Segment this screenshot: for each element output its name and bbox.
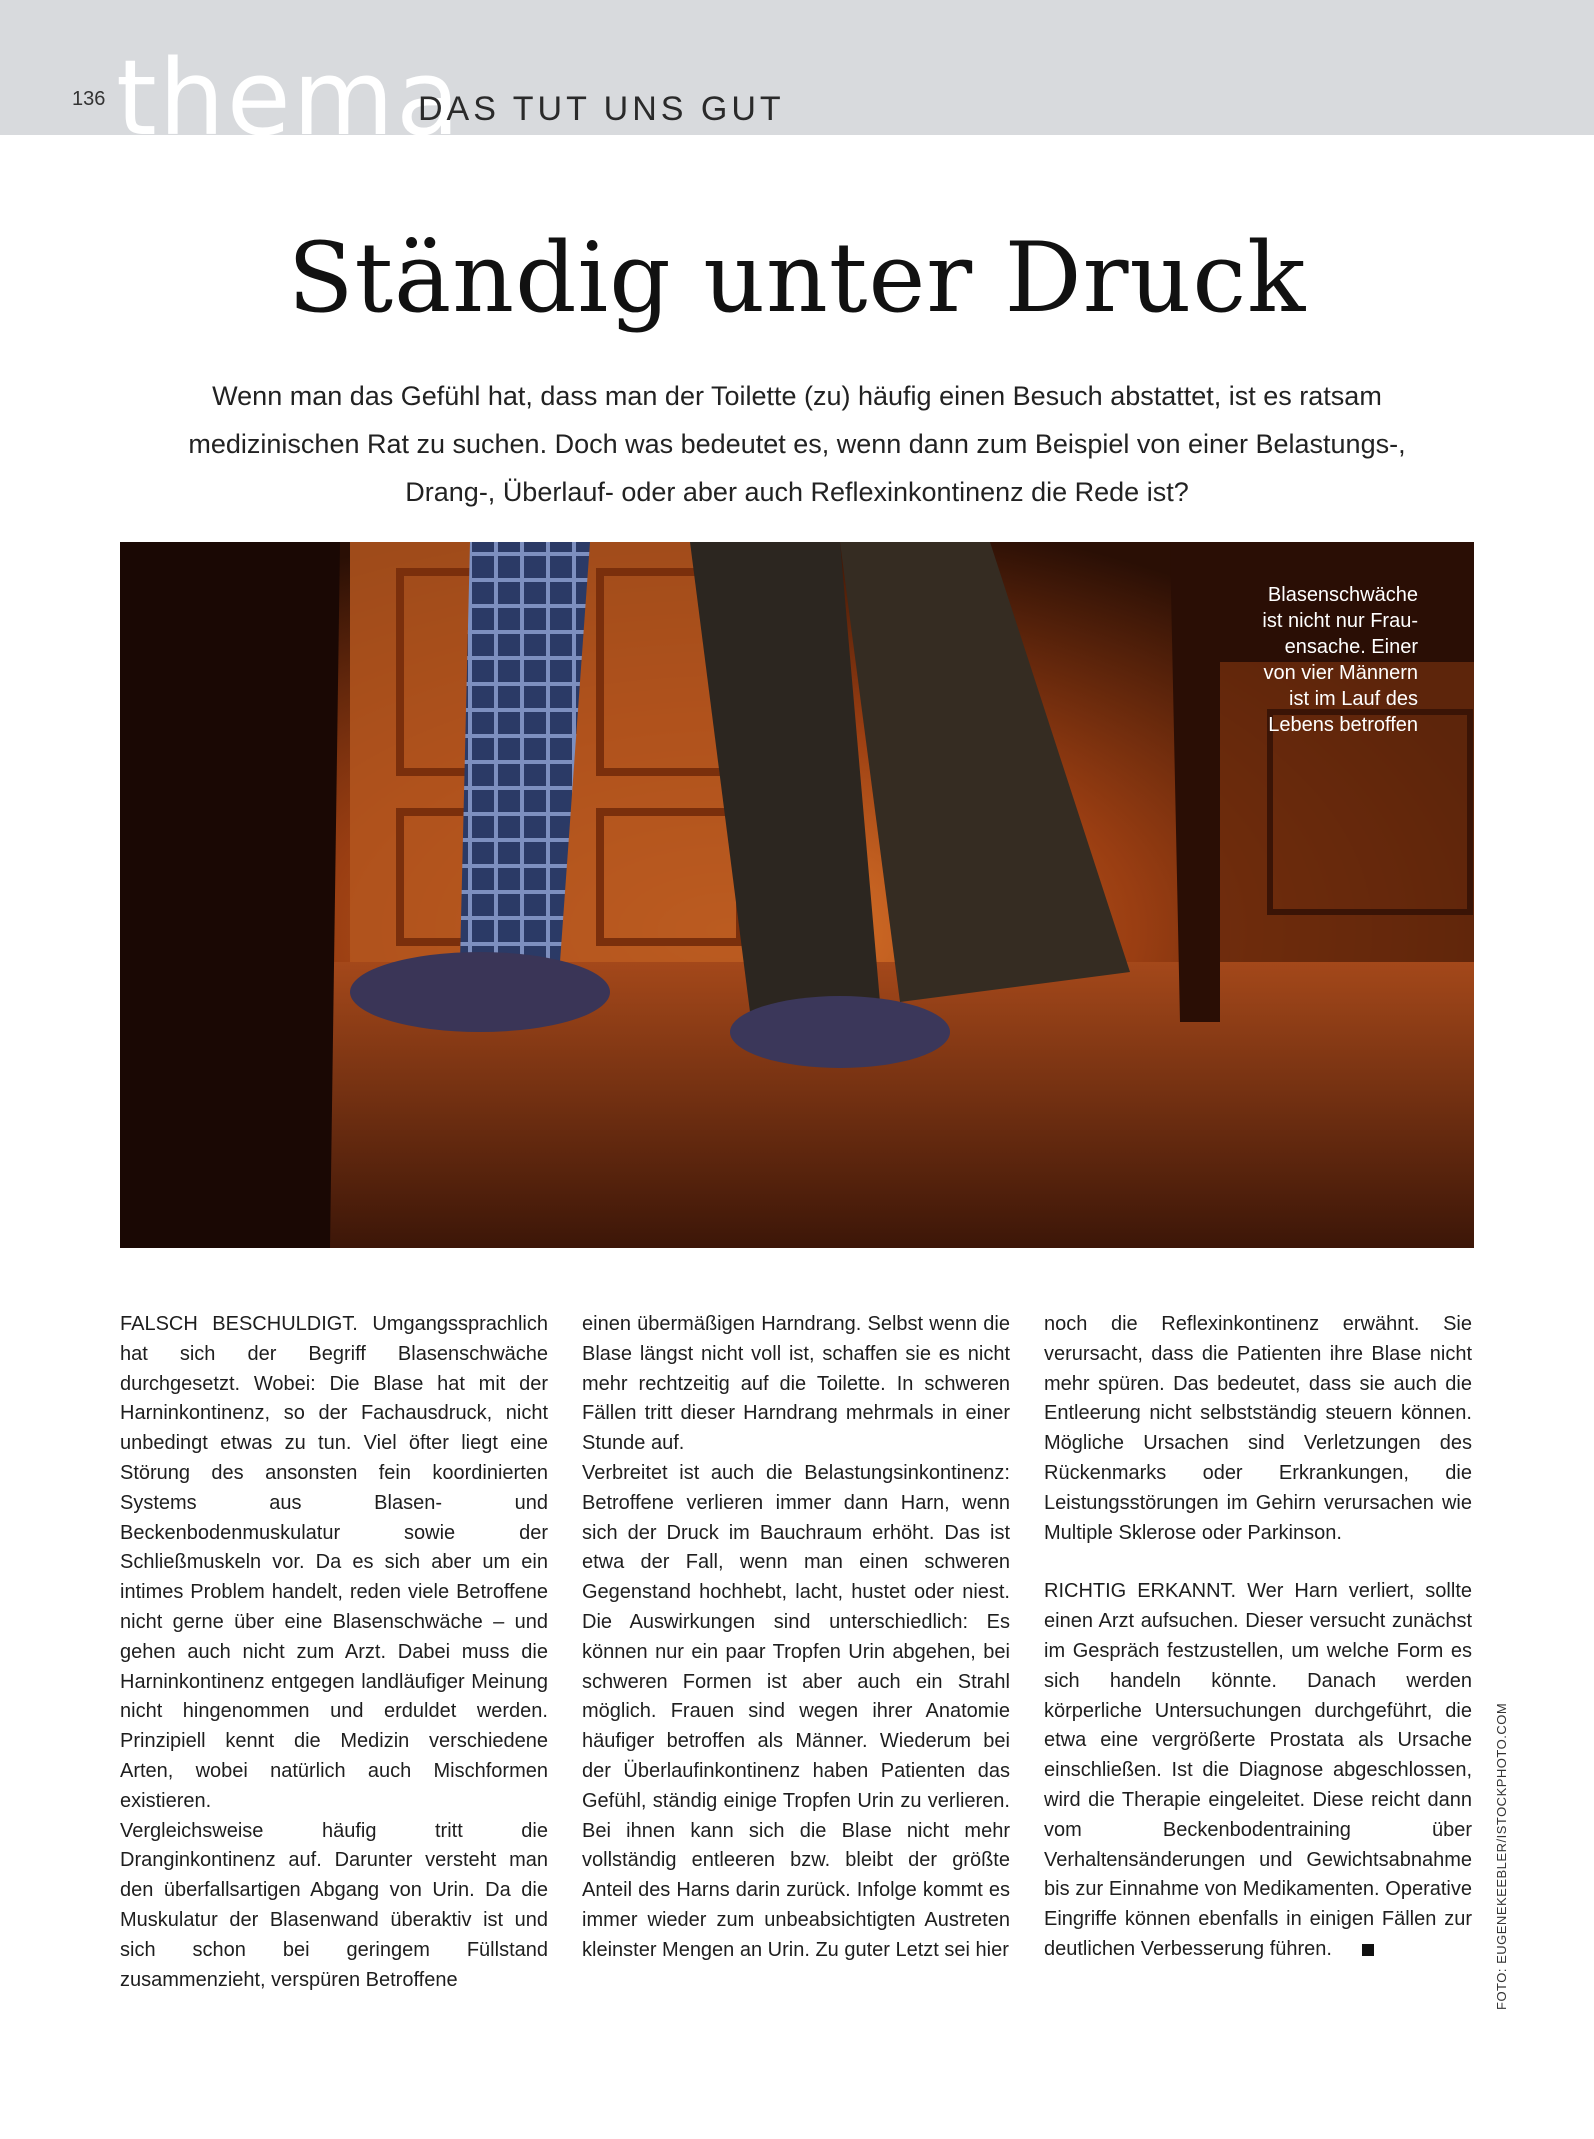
paragraph: Vergleichsweise häufig tritt die Dranginkontinenz auf. Darunter versteht man den überfallsartigen Abgang von Urin. Da die Muskulatur der Blasenwand überaktiv ist und sich schon bei geringem Füllstand zusammenzieht, verspüren Betroffene [120,1819,548,1991]
lead-line: Wenn man das Gefühl hat, dass man der Toilette (zu) häufig einen Besuch abstattet, ist es ratsam [212,381,1382,411]
article-photo [120,542,1474,1248]
caption-line: ensache. Einer [1284,636,1418,658]
end-mark-icon [1362,1944,1374,1956]
paragraph: noch die Reflexinkontinenz erwähnt. Sie verursacht, dass die Patienten ihre Blase nicht mehr spüren. Das bedeutet, dass sie auch die Entleerung nicht selbstständig steuern können. Mögliche Ursachen sind Verletzungen des Rückenmarks oder Erkrankungen, die Leistungsstörungen im Gehirn verursachen wie Multiple Sklerose oder Parkinson. [1044,1313,1472,1544]
caption-line: ist im Lauf des [1289,688,1418,710]
paragraph [1044,1577,1472,1964]
column-3 [1044,1310,1472,1965]
caption-line: Lebens betroffen [1268,714,1418,736]
lead-line: medizinischen Rat zu suchen. Doch was bedeutet es, wenn dann zum Beispiel von einer Belastungs-, [188,429,1406,459]
section-wordmark: thema [116,37,462,135]
section-title: DAS TUT UNS GUT [418,90,785,128]
paragraph: Verbreitet ist auch die Belastungsinkontinenz: Betroffene verlieren immer dann Harn, wenn sich der Druck im Bauchraum erhöht. Das ist etwa der Fall, wenn man einen schweren Gegenstand hochhebt, lacht, hustet oder niest. Die Auswirkungen sind unterschiedlich: Es können nur ein paar Tropfen Urin abgehen, bei schweren Formen ist aber auch ein Strahl möglich. Frauen sind wegen ihrer Anatomie häufiger betroffen als Männer. Wiederum bei der Überlaufinkontinenz haben Patienten das Gefühl, ständig einige Tropfen Urin zu verlieren. Bei ihnen kann sich die Blase nicht mehr vollständig entleeren bzw. bleibt der größte Anteil des Harns darin zurück. Infolge kommt es immer wieder zum unbeabsichtigten Austreten kleinster Mengen an Urin. Zu guter Letzt sei hier [582,1461,1010,1961]
photo-credit: FOTO: EUGENEKEEBLER/ISTOCKPHOTO.COM [1494,1702,1509,2010]
caption-line: von vier Männern [1263,662,1418,684]
photo-caption [1262,582,1418,738]
subhead-richtig-erkannt: RICHTIG ERKANNT. [1044,1580,1237,1603]
paragraph-text: Wer Harn verliert, sollte einen Arzt aufsuchen. Dieser versucht zunächst im Gespräch festzustellen, um welche Form es sich handeln könnte. Danach werden körperliche Untersuchungen durchgeführt, die etwa eine vergrößerte Prostata als Ursache einschließen. Ist die Diagnose abgeschlossen, wird die Therapie eingeleitet. Diese reicht dann vom Beckenbodentraining über Verhaltensänderungen und Gewichtsabnahme bis zur Einnahme von Medikamenten. Operative Eingriffe können ebenfalls in einigen Fällen zur deutlichen Verbesserung führen. [1044,1580,1472,1960]
header-band [0,0,1594,135]
article-lead [180,372,1414,516]
lead-line: Drang-, Überlauf- oder aber auch Reflexinkontinenz die Rede ist? [405,477,1189,507]
caption-line: Blasenschwäche [1267,584,1418,606]
paragraph [120,1310,548,1817]
paragraph: einen übermäßigen Harndrang. Selbst wenn die Blase längst nicht voll ist, schaffen sie es nicht mehr rechtzeitig auf die Toilette. In schweren Fällen tritt dieser Harndrang mehrmals in einer Stunde auf. [582,1313,1010,1455]
column-1 [120,1310,548,1995]
subhead-falsch-beschuldigt: FALSCH BESCHULDIGT. [120,1313,358,1335]
column-2 [582,1310,1010,1966]
caption-line: ist nicht nur Frau- [1262,610,1418,632]
article-title: Ständig unter Druck [287,222,1307,334]
paragraph-text: Umgangssprachlich hat sich der Begriff Blasenschwäche durchgesetzt. Wobei: Die Blase hat mit der Harninkontinenz, so der Fachausdruck, nicht unbedingt etwas zu tun. Viel öfter liegt eine Störung des ansonsten fein koordinierten Systems aus Blasen- und Beckenbodenmuskulatur sowie der Schließmuskeln vor. Da es sich aber um ein intimes Problem handelt, reden viele Betroffene nicht gerne über eine Blasenschwäche – und gehen auch nicht zum Arzt. Dabei muss die Harninkontinenz entgegen landläufiger Meinung nicht hingenommen und erduldet werden. Prinzipiell kennt die Medizin verschiedene Arten, wobei natürlich auch Mischformen existieren. [120,1313,548,1812]
page-number: 136 [72,88,106,110]
